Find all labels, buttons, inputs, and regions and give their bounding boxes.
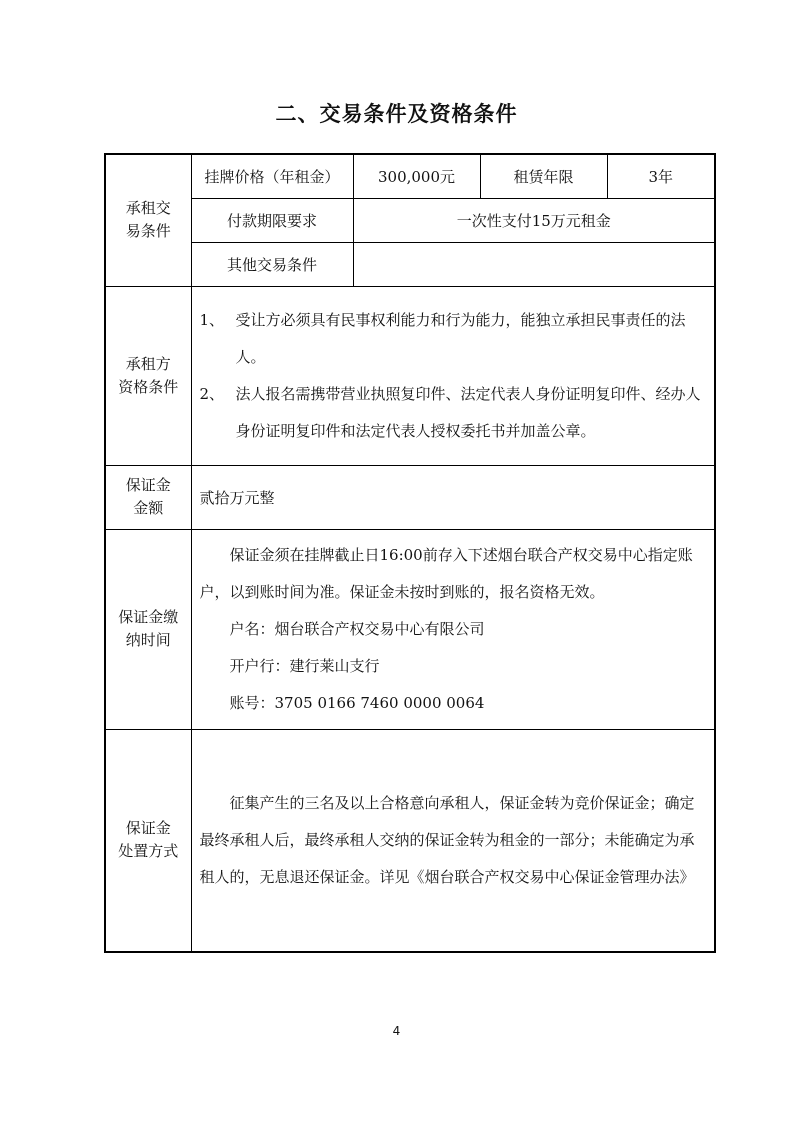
item-text: 法人报名需携带营业执照复印件、法定代表人身份证明复印件、经办人身份证明复印件和法定代表人授权委托书并加盖公章。 [235, 384, 701, 440]
item-number: 1、 [199, 310, 225, 329]
table-row [105, 198, 715, 242]
table-row [105, 286, 715, 465]
listing-price-value: 300,000元 [353, 154, 480, 198]
page-number: 4 [392, 1024, 401, 1038]
qualification-label [105, 286, 191, 465]
deposit-time-content [191, 529, 715, 729]
bank-name: 开户行：建行莱山支行 [229, 656, 380, 675]
payment-terms-value: 一次性支付15万元租金 [353, 198, 715, 242]
trade-conditions-label [105, 154, 191, 286]
label-line: 保证金 [125, 819, 171, 838]
lease-term-value: 3年 [607, 154, 715, 198]
deposit-handling-label [105, 729, 191, 952]
label-line: 资格条件 [118, 377, 179, 396]
deposit-handling-content [191, 729, 715, 952]
list-item [200, 302, 707, 376]
table-row [105, 729, 715, 952]
label-line: 承租交 [125, 199, 171, 218]
listing-price-label: 挂牌价格（年租金） [191, 154, 353, 198]
table-row [105, 154, 715, 198]
account-name: 户名：烟台联合产权交易中心有限公司 [229, 619, 485, 638]
deposit-amount-value [191, 465, 715, 529]
item-text: 受让方必须具有民事权利能力和行为能力，能独立承担民事责任的法人。 [235, 310, 686, 366]
table-row [105, 242, 715, 286]
other-conditions-value [353, 242, 715, 286]
deposit-amount-text: 贰拾万元整 [199, 488, 275, 507]
list-item [200, 376, 707, 450]
qualification-content [191, 286, 715, 465]
label-line: 保证金 [125, 476, 171, 494]
deposit-amount-label [105, 465, 191, 529]
other-conditions-label: 其他交易条件 [191, 242, 353, 286]
table-row [105, 465, 715, 529]
deposit-time-label [105, 529, 191, 729]
page-title: 二、交易条件及资格条件 [275, 102, 518, 126]
account-number: 账号：3705 0166 7460 0000 0064 [229, 693, 485, 712]
label-line: 金额 [133, 499, 164, 517]
label-line: 处置方式 [118, 842, 179, 861]
item-number: 2、 [199, 384, 225, 403]
deposit-handling-paragraph: 征集产生的三名及以上合格意向承租人，保证金转为竞价保证金；确定最终承租人后，最终承租人交纳的保证金转为租金的一部分；未能确定为承租人的，无息退还保证金。详见《烟台联合产权交易中心保证金管理办法》 [199, 793, 695, 886]
label-line: 易条件 [125, 222, 171, 241]
label-line: 保证金缴 [118, 608, 179, 626]
label-line: 纳时间 [125, 631, 171, 649]
trade-conditions-table [104, 153, 716, 953]
label-line: 承租方 [125, 354, 171, 373]
deposit-time-paragraph: 保证金须在挂牌截止日16:00前存入下述烟台联合产权交易中心指定账户，以到账时间为准。保证金未按时到账的，报名资格无效。 [199, 545, 693, 601]
payment-terms-label: 付款期限要求 [191, 198, 353, 242]
table-row [105, 529, 715, 729]
lease-term-label: 租赁年限 [480, 154, 607, 198]
